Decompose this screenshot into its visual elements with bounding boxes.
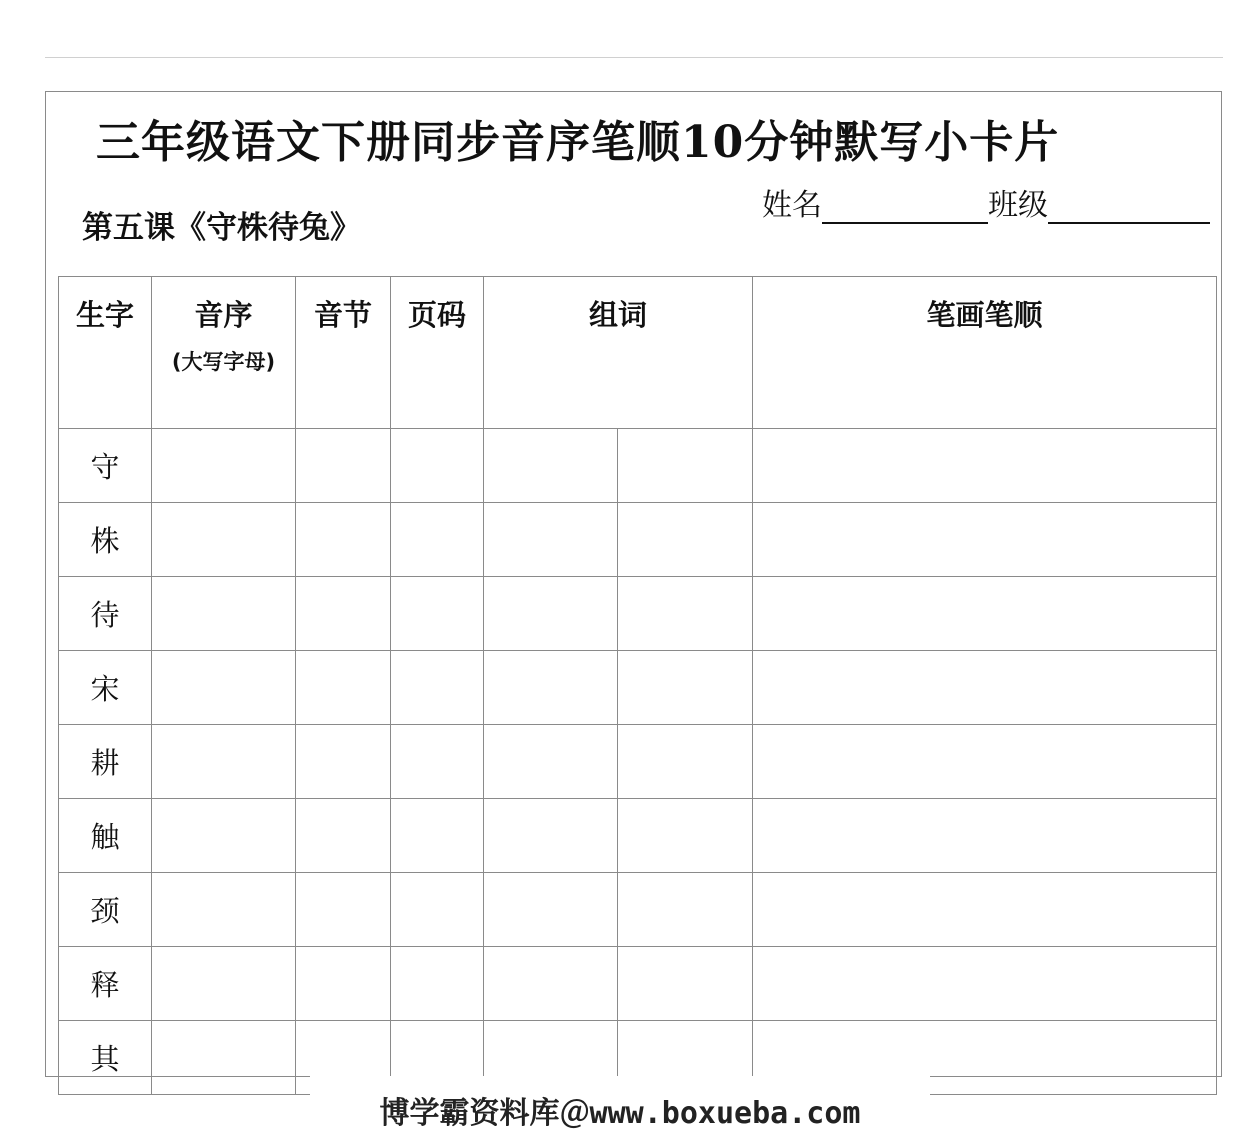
table-row [59,651,1217,725]
syllable-cell[interactable] [296,799,391,873]
strokes-cell[interactable] [753,651,1217,725]
word2-cell[interactable] [618,873,753,947]
word2-cell[interactable] [618,799,753,873]
word2-cell[interactable] [618,651,753,725]
char-cell: 触 [59,799,152,873]
table-row [59,503,1217,577]
table-row [59,429,1217,503]
lesson-title: 第五课《守株待兔》 [82,210,361,246]
dictation-table [58,276,1217,1095]
page-cell[interactable] [391,873,484,947]
word1-cell[interactable] [484,799,618,873]
word2-cell[interactable] [618,577,753,651]
name-blank[interactable] [822,190,988,224]
header-words: 组词 [484,277,753,429]
syllable-cell[interactable] [296,873,391,947]
student-info-fields [762,180,1210,224]
word1-cell[interactable] [484,429,618,503]
page-cell[interactable] [391,429,484,503]
syllable-cell[interactable] [296,651,391,725]
strokes-cell[interactable] [753,873,1217,947]
order-cell[interactable] [152,947,296,1021]
page-cell[interactable] [391,651,484,725]
char-cell: 待 [59,577,152,651]
table-row [59,725,1217,799]
strokes-cell[interactable] [753,947,1217,1021]
syllable-cell[interactable] [296,503,391,577]
word1-cell[interactable] [484,577,618,651]
word1-cell[interactable] [484,503,618,577]
char-cell: 释 [59,947,152,1021]
strokes-cell[interactable] [753,429,1217,503]
char-cell: 耕 [59,725,152,799]
header-row [59,277,1217,429]
char-cell: 颈 [59,873,152,947]
footer-watermark: 博学霸资料库＠www.boxueba.com [379,1096,861,1131]
page-cell[interactable] [391,799,484,873]
order-cell[interactable] [152,651,296,725]
class-blank[interactable] [1048,190,1210,224]
strokes-cell[interactable] [753,799,1217,873]
header-order: 音序 (大写字母) [152,277,296,429]
page-cell[interactable] [391,503,484,577]
word1-cell[interactable] [484,651,618,725]
order-cell[interactable] [152,873,296,947]
page-cell[interactable] [391,947,484,1021]
word1-cell[interactable] [484,947,618,1021]
table-row [59,947,1217,1021]
class-label: 班级 [988,188,1048,223]
name-label: 姓名 [762,188,822,223]
strokes-cell[interactable] [753,725,1217,799]
order-cell[interactable] [152,577,296,651]
syllable-cell[interactable] [296,429,391,503]
table-row [59,799,1217,873]
word1-cell[interactable] [484,725,618,799]
top-divider [45,57,1223,58]
syllable-cell[interactable] [296,947,391,1021]
worksheet-card [45,91,1222,1077]
order-cell[interactable] [152,503,296,577]
header-strokes: 笔画笔顺 [753,277,1217,429]
char-cell: 守 [59,429,152,503]
table-row [59,873,1217,947]
strokes-cell[interactable] [753,503,1217,577]
char-cell: 其 [59,1021,152,1095]
strokes-cell[interactable] [753,577,1217,651]
word2-cell[interactable] [618,503,753,577]
syllable-cell[interactable] [296,725,391,799]
word2-cell[interactable] [618,429,753,503]
syllable-cell[interactable] [296,577,391,651]
worksheet-title: 三年级语文下册同步音序笔顺10分钟默写小卡片 [96,117,1060,168]
table-row [59,577,1217,651]
order-cell[interactable] [152,1021,296,1095]
header-page: 页码 [391,277,484,429]
header-syllable: 音节 [296,277,391,429]
order-cell[interactable] [152,725,296,799]
header-order-note: (大写字母) [171,350,276,374]
word2-cell[interactable] [618,725,753,799]
char-cell: 宋 [59,651,152,725]
char-cell: 株 [59,503,152,577]
order-cell[interactable] [152,429,296,503]
header-char: 生字 [59,277,152,429]
word1-cell[interactable] [484,873,618,947]
page-cell[interactable] [391,577,484,651]
page-cell[interactable] [391,725,484,799]
word2-cell[interactable] [618,947,753,1021]
order-cell[interactable] [152,799,296,873]
